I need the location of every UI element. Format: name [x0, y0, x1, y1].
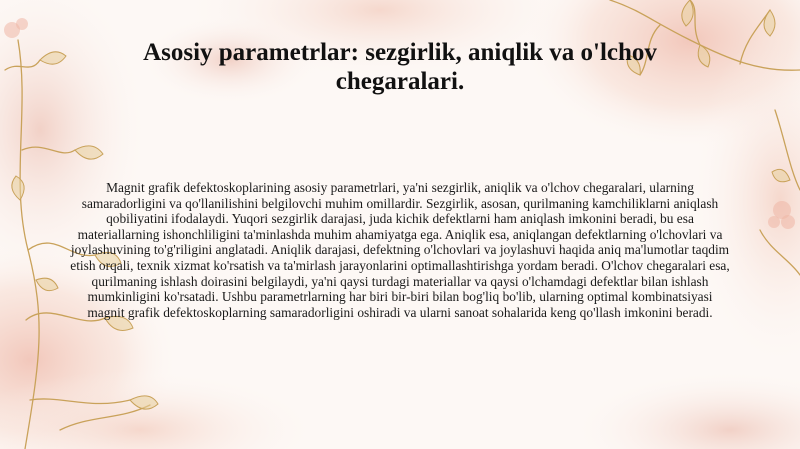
slide-body-text: Magnit grafik defektoskoplarining asosiy parametrlari, ya'ni sezgirlik, aniqlik va o'lchov chegaralari, ularning samaradorligini va qo'llanilishini belgilovchi muhim omillardir. Sezgirlik, asosan, qurilmaning kamchiliklarni aniqlash qobiliyatini ifodalaydi. Yuqori sezgirlik darajasi, juda kichik defektlarni ham aniqlash imkonini beradi, bu esa materiallarning ishonchliligini ta'minlashda muhim ahamiyatga ega. Aniqlik esa, aniqlangan defektlarning o'lchovlari va joylashuvining to'g'riligini anglatadi. Aniqlik darajasi, defektning o'lchovlari va joylashuvi haqida aniq ma'lumotlar taqdim etish orqali, texnik xizmat ko'rsatish va ta'mirlash jarayonlarini optimallashtirishga yordam beradi. O'lchov chegaralari esa, qurilmaning ishlash doirasini belgilaydi, ya'ni qaysi turdagi materiallar va qaysi o'lchamdagi defektlar bilan ishlash mumkinligini ko'rsatadi. Ushbu parametrlarning har biri bir-biri bilan bog'liq bo'lib, ularning optimal kombinatsiyasi magnit grafik defektoskoplarning samaradorligini oshiradi va ularni sanoat sohalarida keng qo'llash imkonini beradi.	[70, 180, 730, 320]
slide-title: Asosiy parametrlar: sezgirlik, aniqlik va o'lchov chegaralari.	[143, 39, 657, 95]
